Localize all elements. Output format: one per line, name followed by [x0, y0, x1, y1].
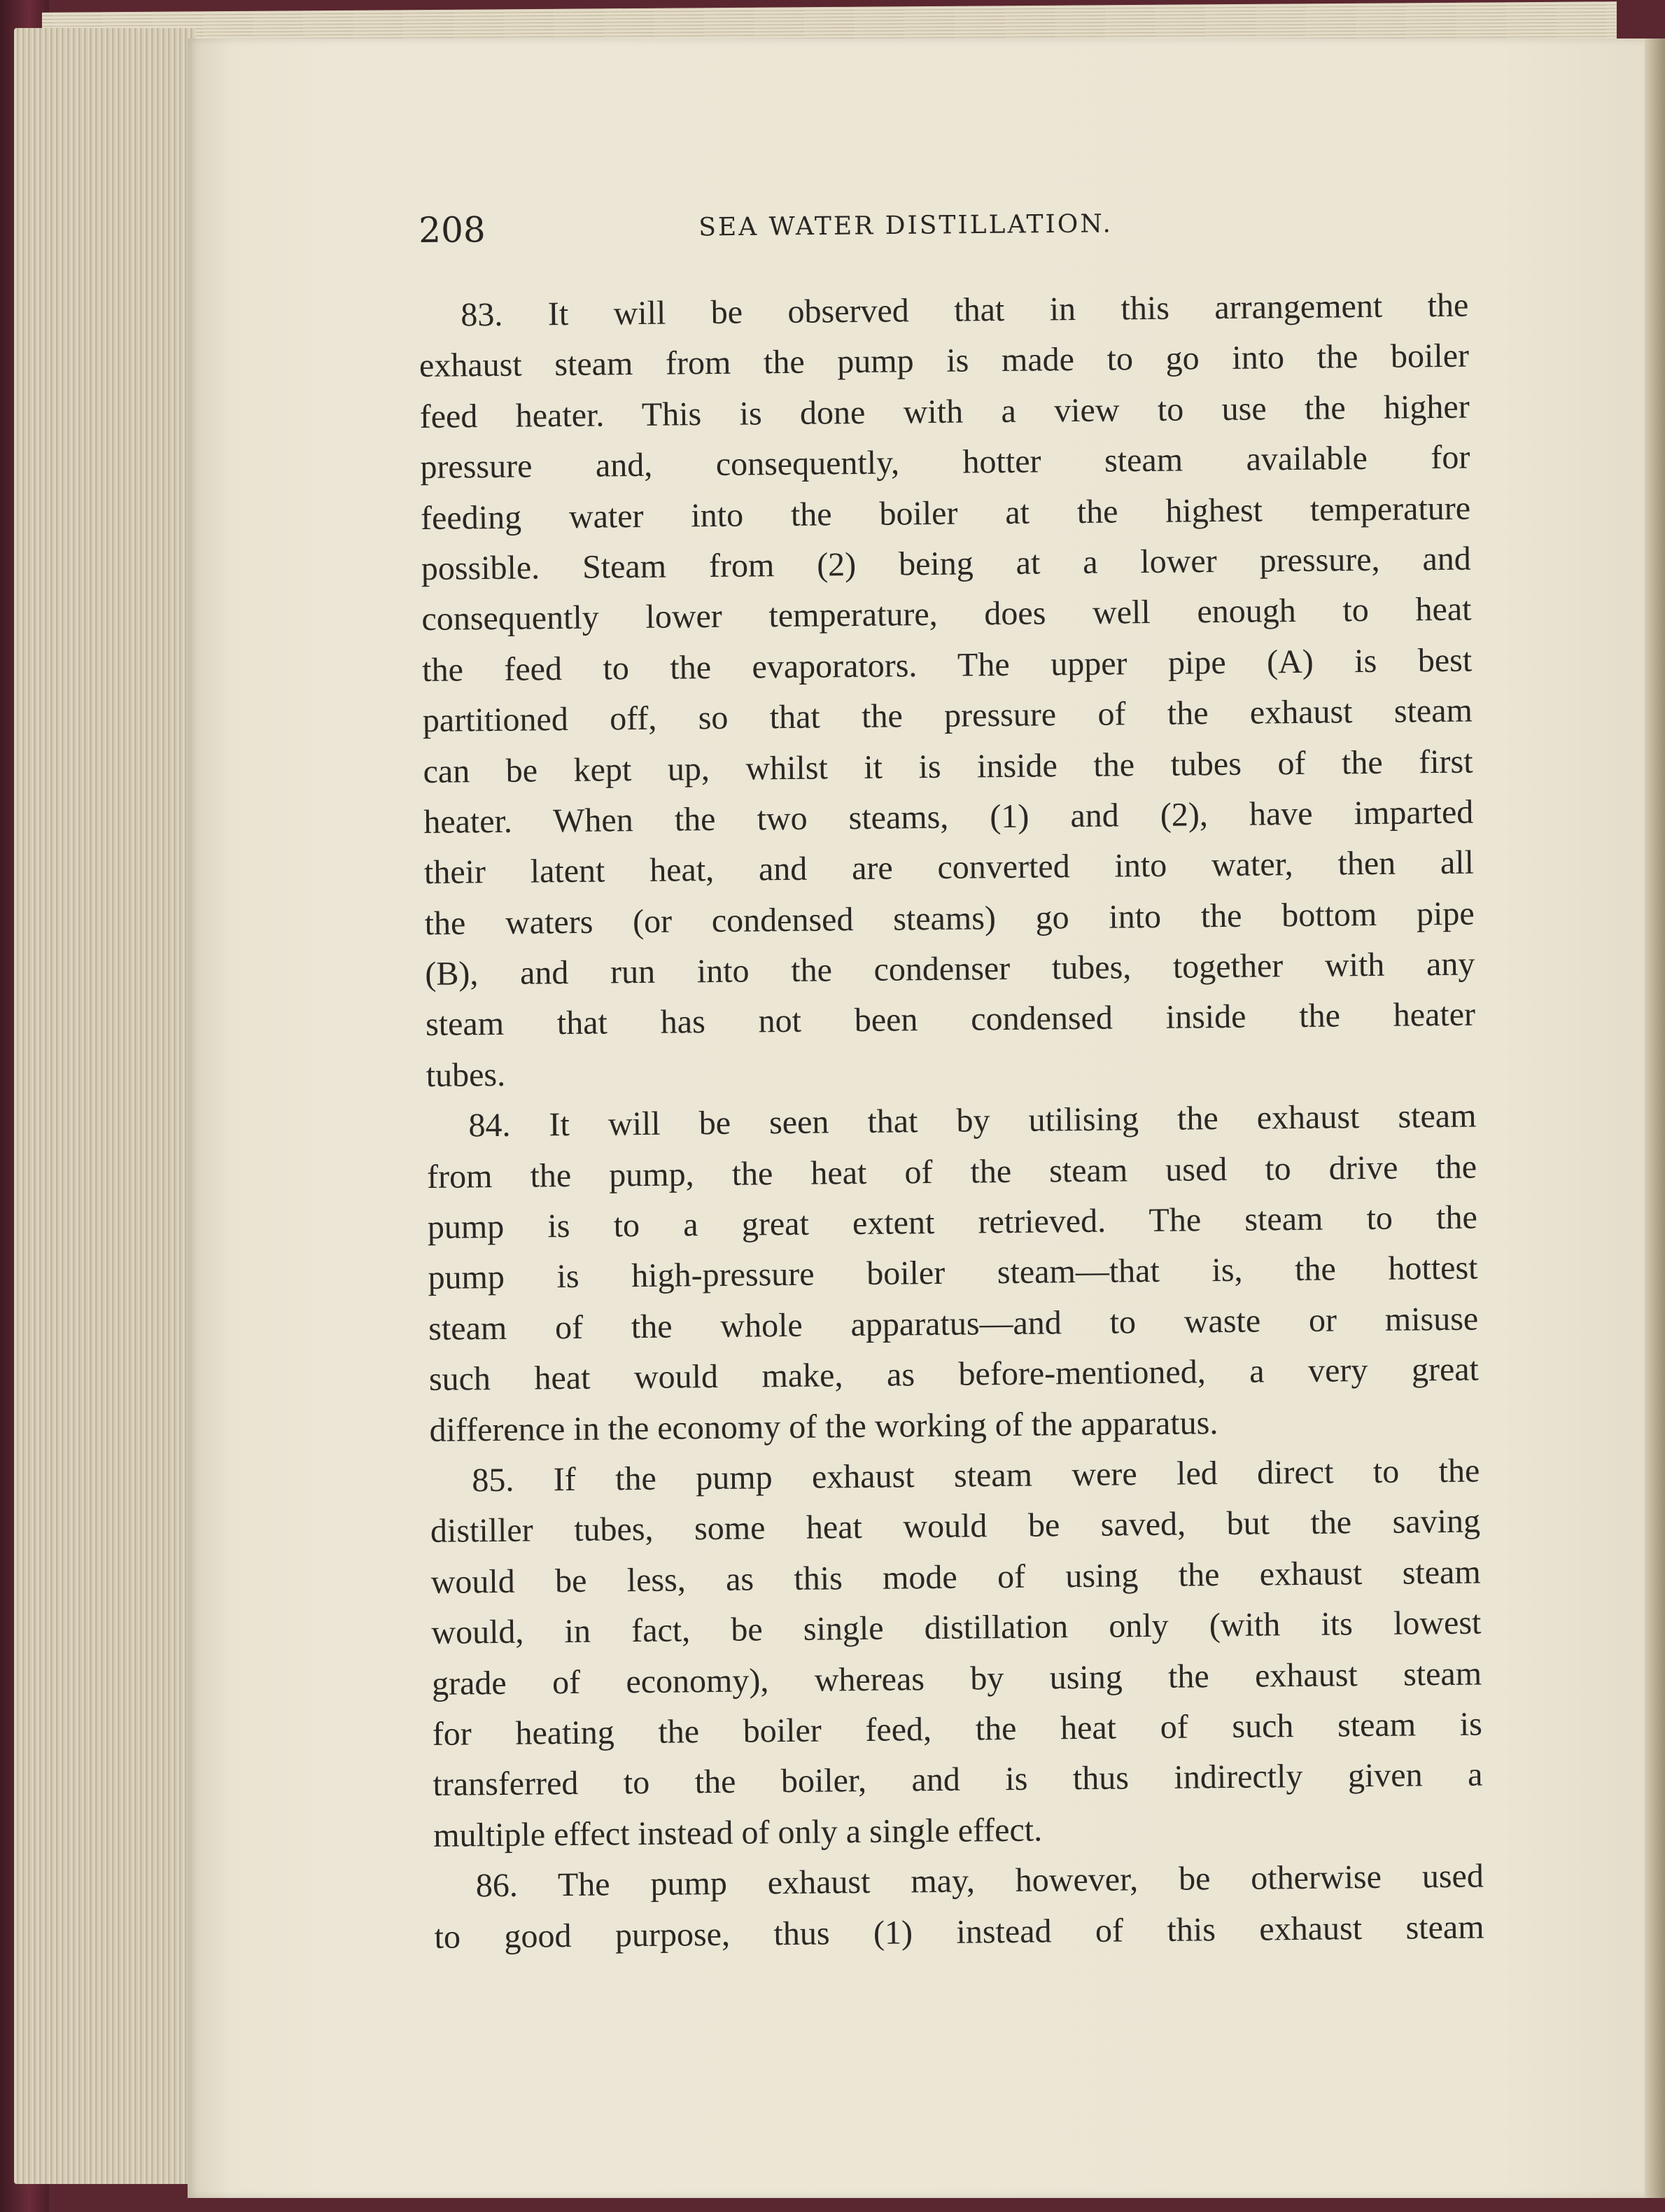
- text-line: distiller tubes, some heat would be saved, but the saving: [430, 1502, 1481, 1550]
- text-line: possible. Steam from (2) being at a lower pressure, and: [421, 540, 1472, 587]
- text-line: feeding water into the boiler at the highest temperature: [420, 489, 1471, 537]
- text-line: steam of the whole apparatus—and to waste or misuse: [428, 1300, 1479, 1348]
- text-line: from the pump, the heat of the steam used to drive the: [426, 1148, 1477, 1196]
- text-line: consequently lower temperature, does well enough to heat: [421, 590, 1472, 638]
- text-line: 85. If the pump exhaust steam were led direct to the: [472, 1452, 1480, 1499]
- text-line: would be less, as this mode of using the exhaust steam: [430, 1553, 1481, 1601]
- running-title: SEA WATER DISTILLATION.: [698, 209, 1113, 242]
- text-line: the feed to the evaporators. The upper pipe (A) is best: [421, 641, 1473, 689]
- text-line: grade of economy), whereas by using the exhaust steam: [431, 1655, 1482, 1702]
- text-line: 86. The pump exhaust may, however, be otherwise used: [475, 1857, 1484, 1905]
- text-line: difference in the economy of the working of the apparatus.: [429, 1404, 1218, 1449]
- text-line: would, in fact, be single distillation only (with its lowest: [431, 1604, 1482, 1652]
- text-line: steam that has not been condensed inside the heater: [425, 996, 1476, 1044]
- text-line: such heat would make, as before-mentioned, a very great: [428, 1350, 1480, 1399]
- text-line: 83. It will be observed that in this arrangement the: [461, 286, 1469, 334]
- text-line: multiple effect instead of only a single effect.: [433, 1811, 1043, 1854]
- text-line: pump is high-pressure boiler steam—that is, the hottest: [428, 1249, 1478, 1297]
- page-header: [419, 201, 1469, 266]
- text-line: (B), and run into the condenser tubes, together with any: [425, 945, 1475, 993]
- text-line: exhaust steam from the pump is made to go into the boiler: [419, 337, 1470, 385]
- text-line: can be kept up, whilst it is inside the tubes of the first: [423, 743, 1473, 790]
- text-line: to good purpose, thus (1) instead of this exhaust steam: [434, 1907, 1484, 1956]
- text-line: heater. When the two steams, (1) and (2), have imparted: [423, 793, 1474, 841]
- body-text: [419, 281, 1484, 1963]
- page-number: 208: [419, 209, 486, 251]
- page-fore-edge: [1645, 38, 1665, 2198]
- text-line: for heating the boiler feed, the heat of such steam is: [432, 1705, 1482, 1753]
- text-line: 84. It will be seen that by utilising the exhaust steam: [468, 1097, 1477, 1144]
- text-line: pump is to a great extent retrieved. The steam to the: [427, 1198, 1478, 1246]
- text-line: feed heater. This is done with a view to use the higher: [419, 388, 1470, 435]
- text-line: partitioned off, so that the pressure of the exhaust steam: [422, 692, 1473, 740]
- text-line: pressure and, consequently, hotter steam available for: [420, 438, 1470, 486]
- page-edges: [14, 28, 196, 2184]
- text-line: their latent heat, and are converted into water, then all: [423, 844, 1475, 892]
- text-line: transferred to the boiler, and is thus indirectly given a: [433, 1756, 1483, 1804]
- text-line: tubes.: [426, 1056, 506, 1094]
- text-line: the waters (or condensed steams) go into the bottom pipe: [424, 895, 1475, 942]
